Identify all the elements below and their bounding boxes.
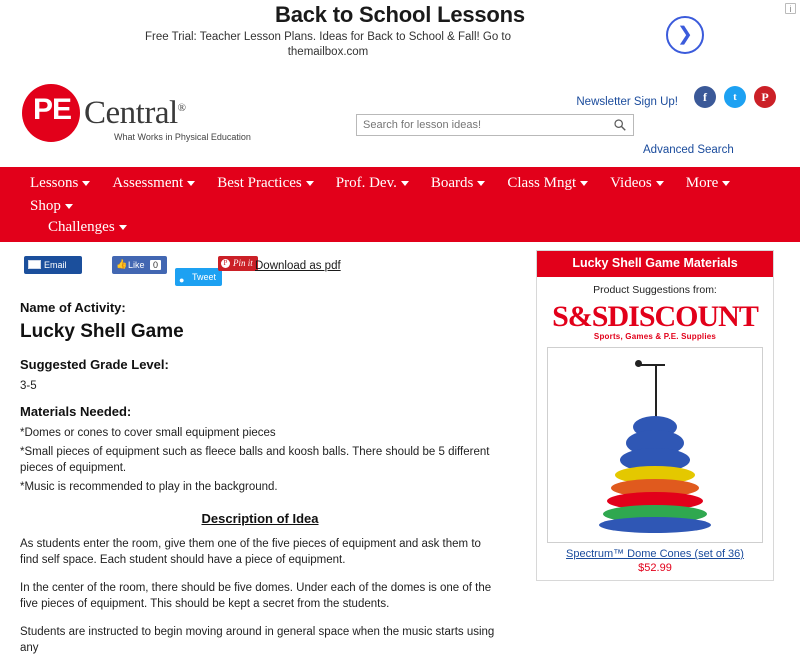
cone-rod-top bbox=[639, 364, 665, 366]
logo-registered-mark: ® bbox=[177, 102, 186, 114]
email-button-label: Email bbox=[44, 260, 67, 270]
nav-label: Boards bbox=[430, 175, 474, 191]
pinterest-icon[interactable]: P bbox=[754, 86, 776, 108]
nav-item-shop[interactable] bbox=[30, 196, 87, 217]
description-heading: Description of Idea bbox=[201, 511, 319, 526]
logo-tagline: What Works in Physical Education bbox=[114, 132, 251, 142]
chevron-down-icon bbox=[187, 181, 195, 186]
nav-item-more[interactable] bbox=[686, 173, 745, 194]
nav-label: Shop bbox=[30, 198, 61, 214]
chevron-right-icon[interactable]: ❯ bbox=[666, 16, 704, 54]
chevron-down-icon bbox=[65, 204, 73, 209]
description-paragraph: In the center of the room, there should be five domes. Under each of the domes is one of the five pieces of equipment. This should be kept a secret from the students. bbox=[20, 582, 492, 610]
chevron-down-icon bbox=[401, 181, 409, 186]
chevron-down-icon bbox=[306, 181, 314, 186]
nav-item-assessment[interactable] bbox=[112, 173, 209, 194]
page-content bbox=[0, 242, 800, 654]
pinterest-pin-button[interactable] bbox=[218, 256, 258, 271]
grade-level-value: 3-5 bbox=[20, 380, 37, 392]
like-label: Like bbox=[128, 260, 145, 270]
nav-label: Videos bbox=[610, 175, 652, 191]
twitter-icon[interactable]: t bbox=[724, 86, 746, 108]
nav-row-primary bbox=[0, 173, 800, 217]
like-count: 0 bbox=[150, 260, 161, 270]
ss-discount-logo[interactable] bbox=[537, 300, 773, 347]
site-logo[interactable] bbox=[22, 84, 262, 146]
advanced-search-link[interactable]: Advanced Search bbox=[643, 144, 734, 156]
page-title: Lucky Shell Game bbox=[20, 321, 184, 342]
logo-word: Central bbox=[84, 95, 178, 131]
ad-subtitle: Free Trial: Teacher Lesson Plans. Ideas for Back to School & Fall! Go to themailbox.com bbox=[144, 31, 512, 58]
nav-item-best-practices[interactable] bbox=[217, 173, 328, 194]
download-pdf-link[interactable]: Download as pdf bbox=[255, 260, 341, 272]
facebook-like-button[interactable] bbox=[112, 256, 167, 274]
main-navigation bbox=[0, 167, 800, 242]
nav-label: Challenges bbox=[48, 219, 115, 235]
social-links bbox=[694, 86, 776, 108]
chevron-down-icon bbox=[477, 181, 485, 186]
ad-info-icon[interactable]: i bbox=[785, 3, 796, 14]
nav-item-boards[interactable] bbox=[431, 173, 500, 194]
nav-item-class-mngt[interactable] bbox=[507, 173, 602, 194]
materials-item: *Music is recommended to play in the background. bbox=[20, 481, 278, 493]
share-toolbar bbox=[20, 254, 500, 290]
product-sidebar bbox=[536, 250, 774, 581]
pinterest-icon: P bbox=[221, 259, 230, 268]
tweet-label: Tweet bbox=[192, 272, 217, 282]
materials-item: *Small pieces of equipment such as fleece balls and koosh balls. There should be 5 different pieces of equipment. bbox=[20, 446, 490, 474]
logo-central-text bbox=[84, 95, 186, 132]
nav-label: Lessons bbox=[30, 175, 79, 191]
ad-content[interactable] bbox=[120, 0, 680, 70]
search-box[interactable] bbox=[356, 114, 634, 136]
nav-label: Assessment bbox=[112, 175, 184, 191]
nav-item-challenges[interactable] bbox=[48, 217, 141, 238]
description-paragraph: As students enter the room, give them one of the five pieces of equipment and ask them to find self space. Each student should have a piece of equipment. bbox=[20, 538, 481, 566]
ss-brand-name bbox=[537, 302, 773, 332]
nav-row-secondary bbox=[0, 217, 800, 238]
chevron-down-icon bbox=[722, 181, 730, 186]
site-header bbox=[0, 72, 800, 167]
ad-title: Back to School Lessons bbox=[275, 2, 525, 27]
facebook-icon[interactable]: f bbox=[694, 86, 716, 108]
chevron-down-icon bbox=[119, 225, 127, 230]
cone-rod-ball bbox=[635, 360, 642, 367]
chevron-down-icon bbox=[580, 181, 588, 186]
grade-level-label: Suggested Grade Level: bbox=[20, 357, 169, 372]
logo-pe-text: PE bbox=[33, 93, 72, 126]
advertisement-banner[interactable] bbox=[0, 0, 800, 72]
nav-label: More bbox=[685, 175, 719, 191]
product-price: $52.99 bbox=[638, 562, 672, 574]
nav-label: Class Mngt bbox=[507, 175, 577, 191]
tweet-button[interactable] bbox=[175, 268, 222, 286]
stacked-dome-cones-image bbox=[595, 362, 715, 538]
product-image-box[interactable] bbox=[547, 347, 763, 543]
materials-item: *Domes or cones to cover small equipment pieces bbox=[20, 427, 276, 439]
materials-label: Materials Needed: bbox=[20, 404, 132, 419]
envelope-icon bbox=[28, 260, 41, 269]
twitter-bird-icon: ● bbox=[179, 275, 185, 285]
chevron-down-icon bbox=[656, 181, 664, 186]
nav-item-lessons[interactable] bbox=[30, 173, 104, 194]
pin-label: Pin it bbox=[233, 258, 253, 268]
sidebar-title: Lucky Shell Game Materials bbox=[537, 251, 773, 277]
nav-label: Best Practices bbox=[217, 175, 302, 191]
ss-brand-main: S&S bbox=[552, 300, 608, 333]
thumbs-up-icon: 👍 bbox=[116, 259, 128, 269]
activity-name-label: Name of Activity: bbox=[20, 300, 126, 315]
description-paragraph: Students are instructed to begin moving around in general space when the music starts using any bbox=[20, 626, 495, 654]
search-icon[interactable] bbox=[613, 118, 627, 132]
search-input[interactable] bbox=[357, 115, 597, 135]
chevron-down-icon bbox=[82, 181, 90, 186]
newsletter-signup-link[interactable]: Newsletter Sign Up! bbox=[576, 96, 678, 108]
ss-brand-tagline: Sports, Games & P.E. Supplies bbox=[593, 332, 717, 341]
product-name-link[interactable]: Spectrum™ Dome Cones (set of 36) bbox=[566, 548, 744, 560]
ss-brand-word: DISCOUNT bbox=[607, 300, 758, 333]
cone-ring bbox=[599, 517, 711, 533]
cone-rod bbox=[655, 366, 657, 418]
nav-item-prof-dev[interactable] bbox=[336, 173, 423, 194]
sidebar-subtitle: Product Suggestions from: bbox=[593, 284, 717, 296]
nav-label: Prof. Dev. bbox=[335, 175, 397, 191]
nav-item-videos[interactable] bbox=[610, 173, 678, 194]
email-button[interactable] bbox=[24, 256, 82, 274]
lesson-article bbox=[0, 242, 520, 668]
